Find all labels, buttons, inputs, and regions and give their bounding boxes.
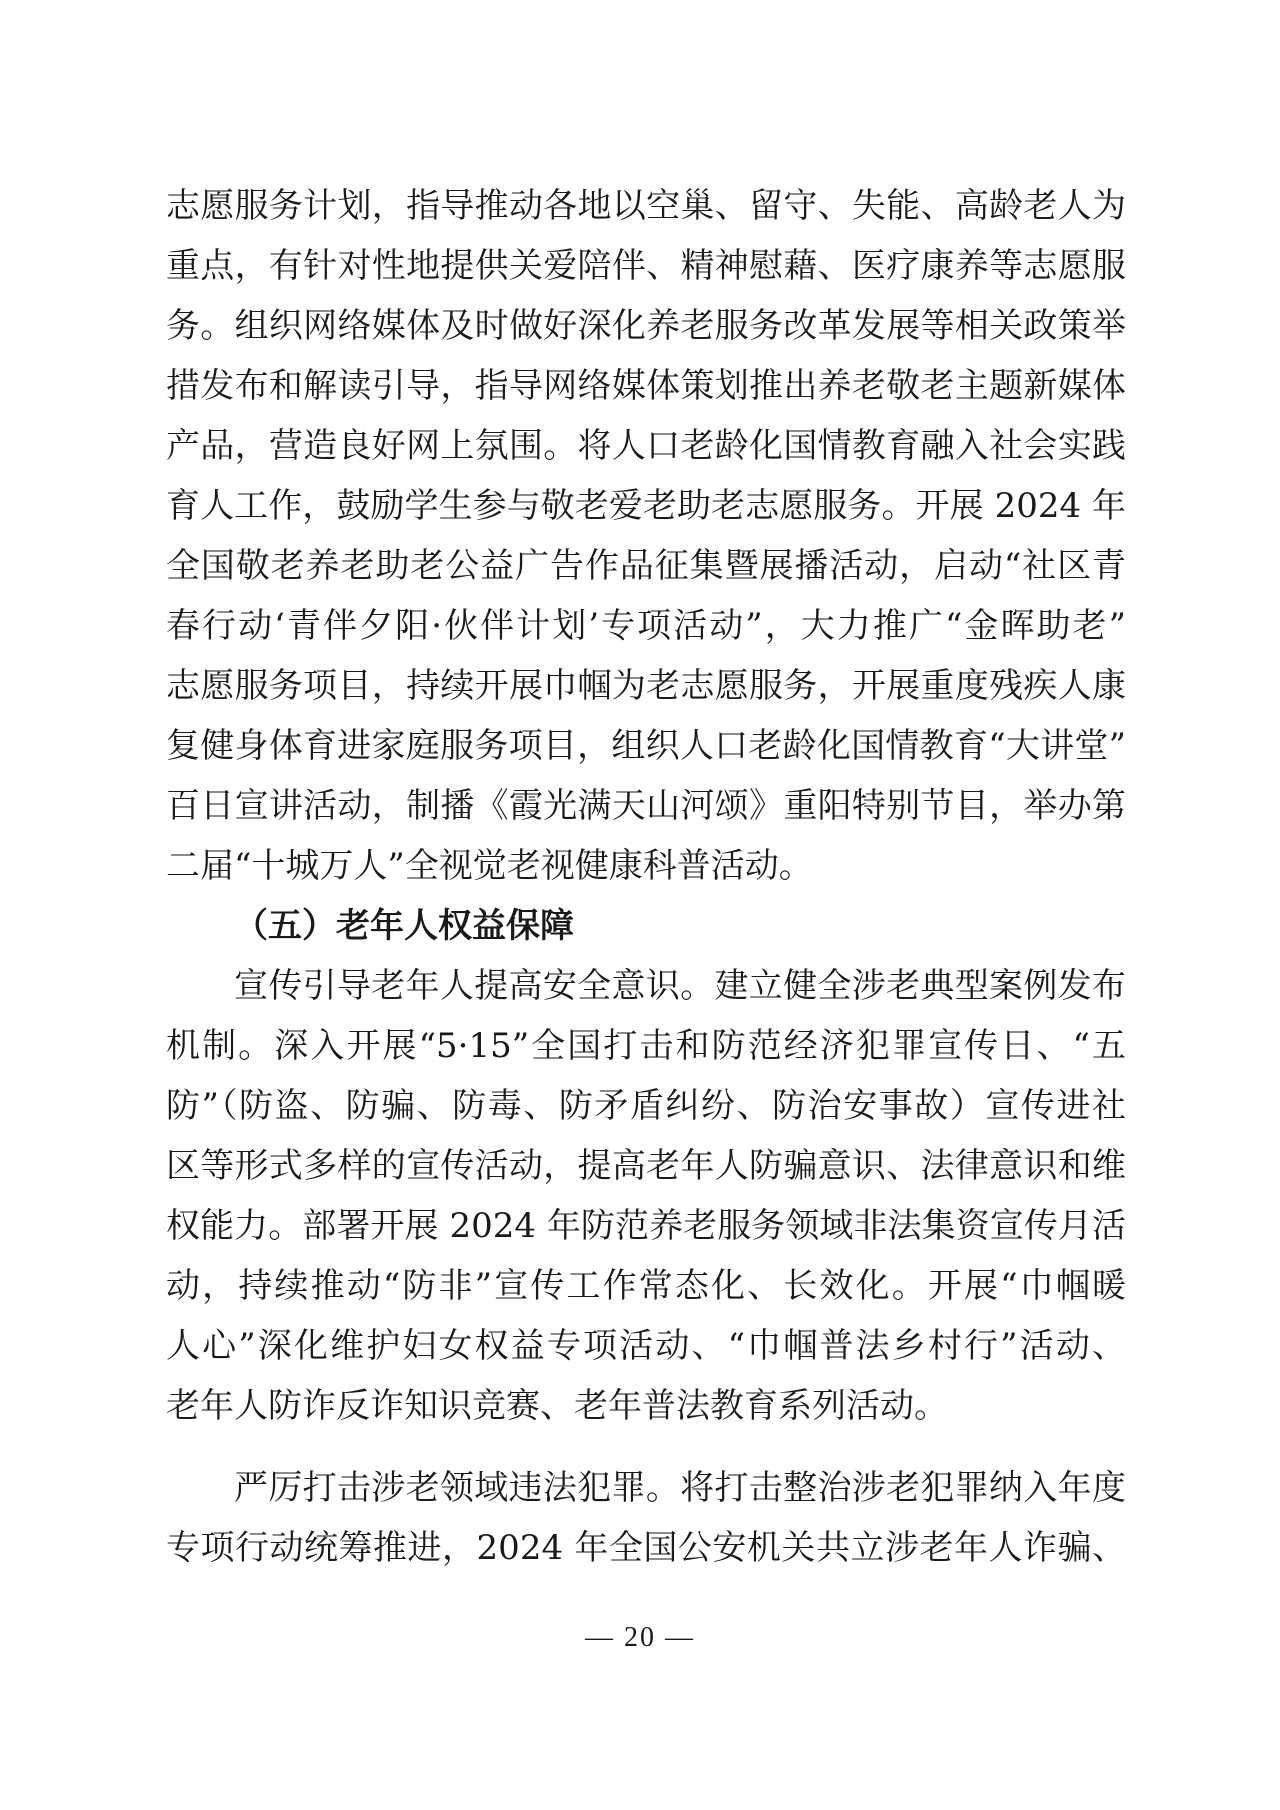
section-heading: （五）老年人权益保障 (234, 906, 574, 946)
text-line: 人心”深化维护妇女权益专项活动、“巾帼普法乡村行”活动、 (166, 1326, 1126, 1366)
text-line: 权能力。部署开展 2024 年防范养老服务领域非法集资宣传月活 (166, 1206, 1126, 1246)
text-line: 动，持续推动“防非”宣传工作常态化、长效化。开展“巾帼暖 (166, 1266, 1126, 1306)
body-text (166, 176, 1126, 1578)
text-line: 防”（防盗、防骗、防毒、防矛盾纠纷、防治安事故）宣传进社 (166, 1086, 1126, 1126)
paragraph-safety-awareness (166, 956, 1126, 1436)
text-line: 宣传引导老年人提高安全意识。建立健全涉老典型案例发布 (234, 966, 1126, 1006)
text-line: 务。组织网络媒体及时做好深化养老服务改革发展等相关政策举 (166, 306, 1126, 346)
text-line: 老年人防诈反诈知识竞赛、老年普法教育系列活动。 (166, 1386, 948, 1426)
text-line: 春行动‘青伴夕阳·伙伴计划’专项活动”，大力推广“金晖助老” (166, 606, 1126, 646)
text-line: 重点，有针对性地提供关爱陪伴、精神慰藉、医疗康养等志愿服 (166, 246, 1126, 286)
text-line: 机制。深入开展“5·15”全国打击和防范经济犯罪宣传日、“五 (166, 1026, 1126, 1066)
page-number: — 20 — (585, 1622, 695, 1653)
text-line: 专项行动统筹推进，2024 年全国公安机关共立涉老年人诈骗、 (166, 1528, 1126, 1568)
paragraph-crime-crackdown (166, 1458, 1126, 1578)
text-line: 产品，营造良好网上氛围。将人口老龄化国情教育融入社会实践 (166, 426, 1126, 466)
paragraph-volunteer-services (166, 176, 1126, 896)
text-line: 志愿服务计划，指导推动各地以空巢、留守、失能、高龄老人为 (166, 186, 1126, 226)
text-line: 区等形式多样的宣传活动，提高老年人防骗意识、法律意识和维 (166, 1146, 1126, 1186)
text-line: 全国敬老养老助老公益广告作品征集暨展播活动，启动“社区青 (166, 546, 1126, 586)
text-line: 育人工作，鼓励学生参与敬老爱老助老志愿服务。开展 2024 年 (166, 486, 1126, 526)
paragraph-spacer (166, 1436, 1126, 1458)
text-line: 严厉打击涉老领域违法犯罪。将打击整治涉老犯罪纳入年度 (234, 1468, 1126, 1508)
text-line: 志愿服务项目，持续开展巾帼为老志愿服务，开展重度残疾人康 (166, 666, 1126, 706)
text-line: 复健身体育进家庭服务项目，组织人口老龄化国情教育“大讲堂” (166, 726, 1126, 766)
text-line: 措发布和解读引导，指导网络媒体策划推出养老敬老主题新媒体 (166, 366, 1126, 406)
text-line: 二届“十城万人”全视觉老视健康科普活动。 (166, 846, 813, 886)
text-line: 百日宣讲活动，制播《霞光满天山河颂》重阳特别节目，举办第 (166, 786, 1126, 826)
